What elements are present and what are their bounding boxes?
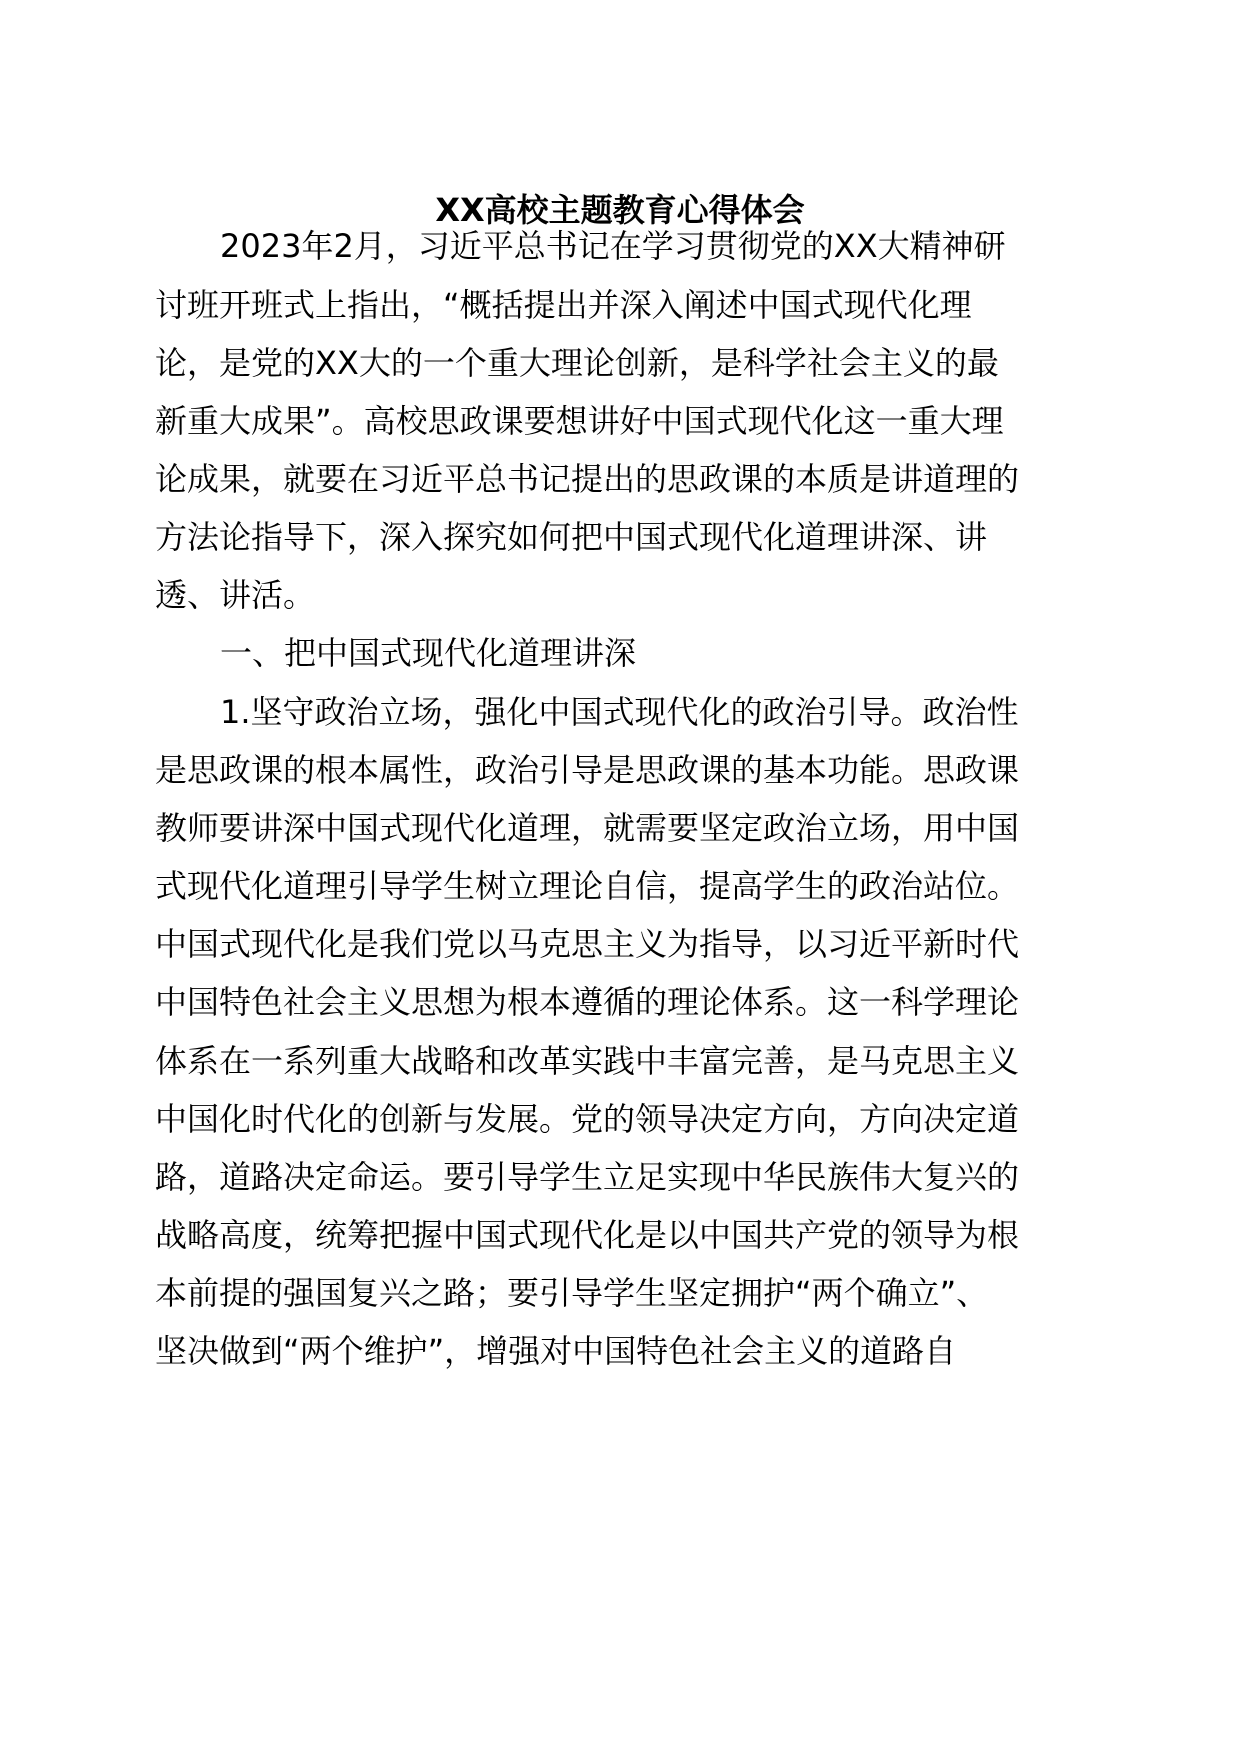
paragraph-line: 战略高度，统筹把握中国式现代化是以中国共产党的领导为根 [155, 1216, 1020, 1254]
paragraph-line: 中国化时代化的创新与发展。党的领导决定方向，方向决定道 [155, 1100, 1020, 1138]
paragraph-line: 论，是党的XX大的一个重大理论创新，是科学社会主义的最 [155, 344, 999, 382]
paragraph-line: 中国特色社会主义思想为根本遵循的理论体系。这一科学理论 [155, 983, 1020, 1021]
paragraph-line: 本前提的强国复兴之路；要引导学生坚定拥护“两个确立”、 [155, 1274, 989, 1312]
paragraph-line: 讨班开班式上指出，“概括提出并深入阐述中国式现代化理 [155, 286, 972, 324]
paragraph-line: 路，道路决定命运。要引导学生立足实现中华民族伟大复兴的 [155, 1158, 1020, 1196]
paragraph-line: 教师要讲深中国式现代化道理，就需要坚定政治立场，用中国 [155, 809, 1020, 847]
paragraph-line: 论成果，就要在习近平总书记提出的思政课的本质是讲道理的 [155, 460, 1020, 498]
paragraph-line: 是思政课的根本属性，政治引导是思政课的基本功能。思政课 [155, 751, 1020, 789]
paragraph-line: 方法论指导下，深入探究如何把中国式现代化道理讲深、讲 [155, 518, 988, 556]
document-title: XX高校主题教育心得体会 [435, 191, 805, 229]
paragraph-line: 2023年2月，习近平总书记在学习贯彻党的XX大精神研 [220, 227, 1006, 265]
paragraph-line: 透、讲活。 [155, 576, 316, 614]
paragraph-line: 1.坚守政治立场，强化中国式现代化的政治引导。政治性 [220, 693, 1019, 731]
paragraph-line: 坚决做到“两个维护”，增强对中国特色社会主义的道路自 [155, 1332, 957, 1370]
paragraph-line: 体系在一系列重大战略和改革实践中丰富完善，是马克思主义 [155, 1042, 1020, 1080]
section-heading: 一、把中国式现代化道理讲深 [220, 634, 637, 672]
paragraph-line: 式现代化道理引导学生树立理论自信，提高学生的政治站位。 [155, 867, 1020, 905]
paragraph-line: 新重大成果”。高校思政课要想讲好中国式现代化这一重大理 [155, 402, 1004, 440]
paragraph-line: 中国式现代化是我们党以马克思主义为指导，以习近平新时代 [155, 925, 1020, 963]
